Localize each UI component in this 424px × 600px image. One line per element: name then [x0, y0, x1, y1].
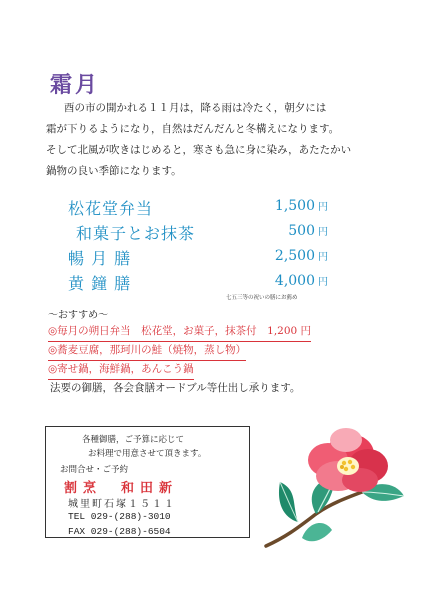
menu-item-price: 2,500 円: [274, 248, 328, 264]
closing-text: 法要の御膳，各会食膳オードブル等仕出し承ります。: [50, 382, 301, 394]
menu-item: [68, 221, 328, 246]
recommend-item: ◎毎月の朔日弁当 松花堂，お菓子，抹茶付 1,200 円: [48, 322, 311, 341]
intro-line: 霜が下りるようになり，自然はだんだんと冬構えになります。: [46, 123, 340, 135]
menu-item-name: 暢 月 膳: [68, 249, 132, 268]
page-title: 霜月: [50, 72, 101, 98]
contact-box: [45, 426, 250, 538]
intro-line: 鍋物の良い季節になります。: [46, 165, 182, 177]
contact-line: お料理で用意させて頂きます。: [88, 449, 207, 459]
menu-item-price: 500 円: [288, 223, 328, 239]
contact-line: 各種御膳，ご予算に応じて: [82, 435, 185, 445]
recommend-list: [48, 322, 311, 398]
menu-item-price: 4,000 円: [274, 273, 328, 289]
contact-line: お問合せ・ご予約: [60, 465, 129, 475]
menu-item-price: 1,500 円: [274, 198, 328, 214]
menu-item: [68, 196, 328, 221]
small-note: 七五三等の祝いの膳にお薦め: [226, 295, 298, 301]
recommend-item: ◎寄せ鍋，海鮮鍋，あんこう鍋: [48, 360, 311, 379]
address: 城里町石塚１５１１: [68, 499, 176, 510]
menu-list: [68, 196, 328, 296]
menu-item-name: 松花堂弁当: [68, 199, 154, 218]
recommend-heading: 〜おすすめ〜: [48, 310, 109, 321]
intro-line: 酉の市の開かれる１１月は，降る雨は冷たく，朝夕には: [64, 102, 327, 114]
menu-item: [68, 246, 328, 271]
recommend-item: ◎蕎麦豆腐，那珂川の鮭（焼物，蒸し物）: [48, 341, 311, 360]
intro-text: [46, 98, 396, 182]
menu-item-name: 和菓子とお抹茶: [76, 224, 196, 243]
fax-number: FAX 029-(288)-6504: [68, 526, 171, 537]
camellia-flower-illustration: [258, 418, 408, 548]
phone-number: TEL 029-(288)-3010: [68, 511, 171, 522]
menu-item-name: 黄 鐘 膳: [68, 274, 132, 293]
shop-name: 割烹 和田新: [64, 481, 179, 496]
intro-line: そして北風が吹きはじめると，寒さも急に身に染み，あたたかい: [46, 144, 352, 156]
